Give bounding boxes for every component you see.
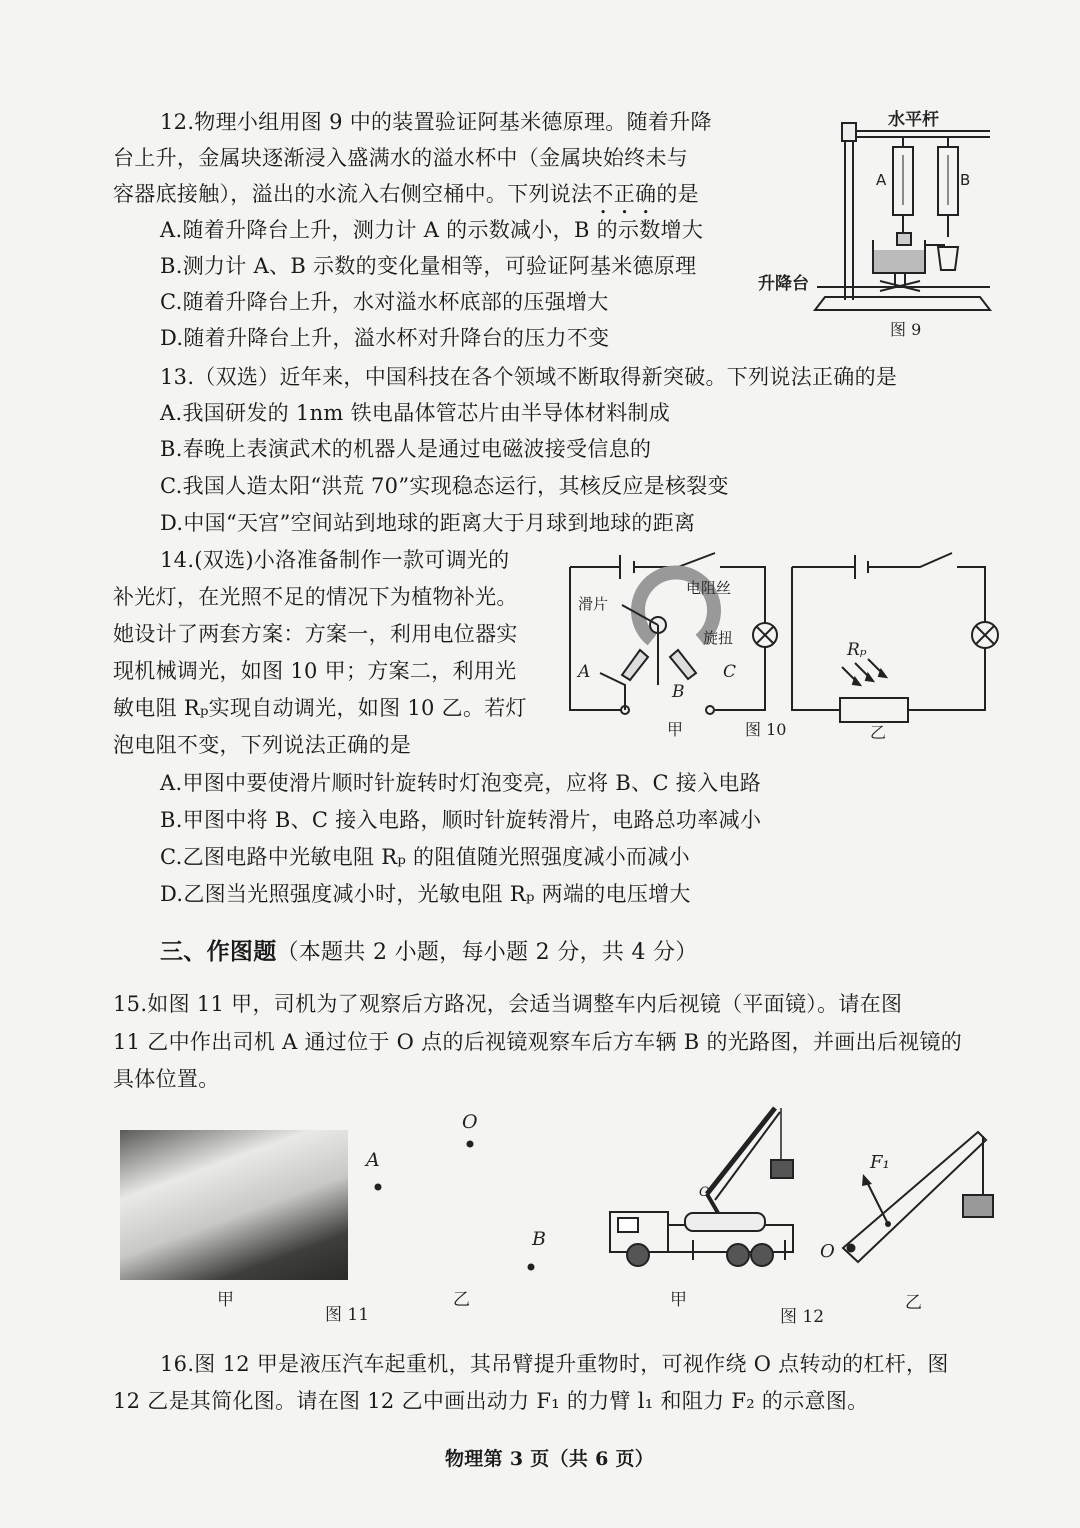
q13-stem: 13.（双选）近年来，中国科技在各个领域不断取得新突破。下列说法正确的是 — [160, 365, 898, 389]
q13-option-c: C.我国人造太阳“洪荒 70”实现稳态运行，其核反应是核裂变 — [160, 474, 729, 498]
fig11-point-a: A — [366, 1149, 380, 1171]
fig11-point-b: B — [532, 1228, 546, 1250]
fig12-caption: 图 12 — [780, 1307, 825, 1327]
q12-line-3-tail: 的是 — [656, 182, 699, 206]
fig11-label-yi: 乙 — [453, 1290, 470, 1310]
fig10-knob-label: 旋扭 — [703, 629, 734, 647]
q14-line-4: 现机械调光，如图 10 甲；方案二，利用光 — [113, 659, 517, 683]
q15-line-3: 具体位置。 — [113, 1067, 220, 1091]
fig10-label-jia: 甲 — [667, 720, 684, 739]
fig9-caption: 图 9 — [890, 320, 922, 339]
fig9-label-b: B — [960, 171, 971, 189]
q12-option-d: D.随着升降台上升，溢水杯对升降台的压力不变 — [160, 326, 610, 350]
q15-line-1: 15.如图 11 甲，司机为了观察后方路况，会适当调整车内后视镜（平面镜）。请在图 — [113, 992, 903, 1016]
fig10-label-yi: 乙 — [870, 723, 887, 742]
fig10-terminal-c: C — [723, 662, 737, 682]
q14-option-c: C.乙图电路中光敏电阻 Rₚ 的阻值随光照强度减小而减小 — [160, 845, 690, 869]
q12-option-a: A.随着升降台上升，测力计 A 的示数减小，B 的示数增大 — [160, 218, 704, 242]
fig9-bar-label: 水平杆 — [888, 110, 939, 130]
fig12-label-yi: 乙 — [905, 1293, 922, 1313]
q14-option-a: A.甲图中要使滑片顺时针旋转时灯泡变亮，应将 B、C 接入电路 — [160, 771, 761, 795]
fig12-f1-label: F₁ — [870, 1152, 890, 1173]
q12-emphasis: 不正确 — [592, 182, 657, 206]
q14-option-d: D.乙图当光照强度减小时，光敏电阻 Rₚ 两端的电压增大 — [160, 882, 691, 906]
fig9-stage-label: 升降台 — [758, 274, 809, 294]
fig10-terminal-b: B — [672, 682, 685, 702]
figure-9-archimedes-apparatus — [755, 105, 1005, 345]
fig12-label-jia: 甲 — [670, 1290, 687, 1310]
q14-line-1: 14.(双选)小洛准备制作一款可调光的 — [160, 548, 510, 572]
page-footer: 物理第 3 页（共 6 页） — [445, 1448, 655, 1470]
section-3-note: （本题共 2 小题，每小题 2 分，共 4 分） — [276, 940, 698, 965]
q14-line-6: 泡电阻不变，下列说法正确的是 — [113, 733, 412, 757]
section-3-title: 三、作图题 — [160, 938, 277, 965]
fig11-label-jia: 甲 — [217, 1290, 234, 1310]
q12-option-b: B.测力计 A、B 示数的变化量相等，可验证阿基米德原理 — [160, 254, 697, 278]
q16-line-2: 12 乙是其简化图。请在图 12 乙中画出动力 F₁ 的力臂 l₁ 和阻力 F₂ 的示意图。 — [113, 1389, 869, 1413]
figures-11-12 — [110, 1100, 1010, 1340]
q13-option-b: B.春晚上表演武术的机器人是通过电磁波接受信息的 — [160, 437, 652, 461]
q12-line-2: 台上升，金属块逐渐浸入盛满水的溢水杯中（金属块始终未与 — [113, 146, 689, 170]
fig12-point-o: O — [820, 1241, 835, 1262]
section-3-heading — [160, 938, 698, 966]
q14-option-b: B.甲图中将 B、C 接入电路，顺时针旋转滑片，电路总功率减小 — [160, 808, 762, 832]
q14-line-3: 她设计了两套方案：方案一，利用电位器实 — [113, 622, 518, 646]
fig9-label-a: A — [876, 171, 887, 189]
fig10-terminal-a: A — [578, 662, 591, 682]
q12-line-3-text: 容器底接触），溢出的水流入右侧空桶中。下列说法 — [113, 182, 593, 206]
q12-line-1: 12.物理小组用图 9 中的装置验证阿基米德原理。随着升降 — [160, 110, 712, 134]
q13-option-a: A.我国研发的 1nm 铁电晶体管芯片由半导体材料制成 — [160, 401, 671, 425]
q14-line-5: 敏电阻 Rₚ实现自动调光，如图 10 乙。若灯 — [113, 696, 527, 720]
q12-line-3 — [113, 182, 699, 219]
q15-line-2: 11 乙中作出司机 A 通过位于 O 点的后视镜观察车后方车辆 B 的光路图，并画出后视镜的 — [113, 1030, 963, 1054]
q12-option-c: C.随着升降台上升，水对溢水杯底部的压强增大 — [160, 290, 609, 314]
q14-line-2: 补光灯，在光照不足的情况下为植物补光。 — [113, 585, 518, 609]
svg-text:O: O — [699, 1185, 710, 1200]
fig10-rp-label: Rₚ — [847, 640, 867, 660]
fig10-slider-label: 滑片 — [578, 595, 609, 613]
fig11-caption: 图 11 — [325, 1305, 370, 1325]
figure-10-dimmer-circuits — [560, 545, 1010, 745]
q13-option-d: D.中国“天宫”空间站到地球的距离大于月球到地球的距离 — [160, 511, 696, 535]
fig10-caption: 图 10 — [745, 720, 787, 739]
fig11-point-o: O — [462, 1111, 478, 1133]
q16-line-1: 16.图 12 甲是液压汽车起重机，其吊臂提升重物时，可视作绕 O 点转动的杠杆，图 — [160, 1352, 949, 1376]
fig10-wire-label: 电阻丝 — [686, 579, 732, 597]
